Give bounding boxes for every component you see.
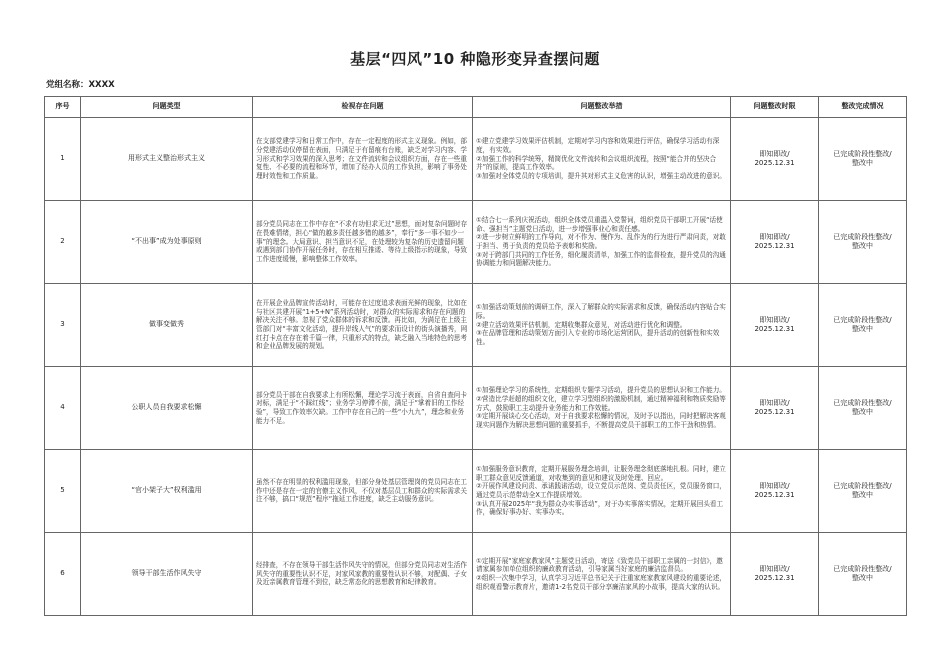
header-measures: 问题整改举措 — [473, 97, 731, 118]
table-row — [45, 367, 907, 450]
row-measures — [473, 450, 731, 533]
deadline-line: 2025.12.31 — [754, 159, 795, 167]
row-problem: 虽然不存在明显的权利滥用现象，但部分身处基层管理岗的党员同志在工作中还是存在一定的官僚主义作风，不仅对基层员工和群众的实际需求关注不够，搞口“规范”程序“拖延工作进度，缺乏主动服务意识。 — [253, 450, 473, 533]
measure-item: ①结合七一系列庆祝活动，组织全体党员重温入党誓词，组织党员干部职工开展“话使命、强担当”主题党日活动，进一步增强事业心和责任感。 — [476, 215, 723, 233]
row-measures — [473, 201, 731, 284]
row-measures — [473, 367, 731, 450]
table-row — [45, 118, 907, 201]
row-deadline — [731, 450, 819, 533]
measure-item: ②开展作风建设问责、承诺践诺活动，设立党员示范岗、党员责任区，党员服务窗口，通过党员示范带动全X工作提质增效。 — [476, 482, 726, 499]
row-status — [819, 450, 907, 533]
deadline-line: 即知即改/ — [759, 398, 790, 407]
measure-item: ①加强活动策划前的调研工作，深入了解群众的实际需求和反馈，确保活动内容贴合实际。 — [476, 303, 726, 320]
status-line: 已完成阶段性整改/ — [833, 398, 892, 407]
measure-item: ①加强服务意识教育，定期开展服务理念培训，让服务理念彻底落地扎根。同时，建立职工群众意见反馈通道，对收集到的意见和建议及时处理、回应。 — [476, 464, 726, 482]
deadline-line: 2025.12.31 — [754, 491, 795, 499]
row-type: 领导干部生活作风失守 — [81, 533, 253, 616]
status-line: 整改中 — [852, 408, 873, 416]
deadline-line: 2025.12.31 — [754, 574, 795, 582]
deadline-line: 即知即改/ — [759, 149, 790, 158]
header-problem: 检视存在问题 — [253, 97, 473, 118]
row-status — [819, 118, 907, 201]
row-type: 公职人员自我要求松懈 — [81, 367, 253, 450]
status-line: 已完成阶段性整改/ — [833, 315, 892, 324]
deadline-line: 即知即改/ — [759, 481, 790, 490]
measure-item: ②组织一次集中学习，认真学习习近平总书记关于注重家庭家教家风建设的重要论述，组织观看警示教育片，邀请1-2名党员干部分享廉洁家风的小故事，提高大家的认识。 — [476, 574, 726, 591]
header-deadline: 问题整改时限 — [731, 97, 819, 118]
measure-item: ②加强工作的科学统筹，精简优化文件流转和会议组织流程，按照“能合并的坚决合并”的原则，提高工作效率。 — [476, 154, 717, 172]
row-problem: 经排查，不存在领导干部生活作风失守的情况，但部分党员同志对生活作风失守的重要性认识不足，对家风家教的重要性认识不够，对配偶、子女及近亲属教育管理不到位，缺乏常态化的思想教育和纪律教育。 — [253, 533, 473, 616]
row-no: 5 — [45, 450, 81, 533]
table-row — [45, 533, 907, 616]
status-line: 已完成阶段性整改/ — [833, 232, 892, 241]
row-no: 2 — [45, 201, 81, 284]
status-line: 已完成阶段性整改/ — [833, 149, 892, 158]
row-measures — [473, 284, 731, 367]
row-no: 1 — [45, 118, 81, 201]
row-deadline — [731, 118, 819, 201]
measure-item: ③在品牌管理和活动策划方面引入专业的市场化运营团队，提升活动的创新性和实效性。 — [476, 329, 720, 347]
table-row — [45, 450, 907, 533]
row-problem: 部分党员干部在自我要求上有所松懈，理论学习流于表面，自省自查问卡对标，满足于“不踩红线”；业务学习停滞不前，满足于“掌着旧的工作经验”，导致工作效率欠缺。工作中存在自己的一些“小九九”，理念和业务能力不足。 — [253, 367, 473, 450]
page-title: 基层“四风”10 种隐形变异查摆问题 — [350, 50, 600, 68]
measure-item: ②建立活动效果评估机制，定期收集群众意见，对活动进行优化和调整。 — [476, 320, 687, 329]
measure-item: ②营造比学赶超的组织文化，建立学习型组织的激励机制，通过精神福利和物质奖励等方式，鼓励职工主动提升业务能力和工作效能。 — [476, 394, 726, 412]
problem-table — [44, 96, 907, 616]
header-type: 问题类型 — [81, 97, 253, 118]
deadline-line: 2025.12.31 — [754, 408, 795, 416]
status-line: 整改中 — [852, 159, 873, 167]
deadline-line: 2025.12.31 — [754, 325, 795, 333]
row-deadline — [731, 533, 819, 616]
measure-item: ①定期开展“家庭家教家风”主题党日活动，寄送《致党员干部职工亲属的一封信》，邀请家属参加单位组织的廉政教育活动，引导家属当好家庭的廉洁监督员。 — [476, 556, 723, 574]
row-type: “官小架子大”权利滥用 — [81, 450, 253, 533]
row-no: 3 — [45, 284, 81, 367]
table-row — [45, 201, 907, 284]
measure-item: ③加强对全体党员的专项培训，提升其对形式主义危害的认识，增强主动改进的意识。 — [476, 172, 726, 181]
header-status: 整改完成情况 — [819, 97, 907, 118]
row-problem: 在支部党建学习和日常工作中，存在一定程度的形式主义现象。例如，部分党建活动仅停留在表面，只满足于有留痕有台账，缺乏对学习内容、学习形式和学习效果的深入思考；在文件流转和会议组织方面，存在一些重复性、不必要的流程和环节，增加了经办人员的工作负担，影响了事务处理时效性和工作质量。 — [253, 118, 473, 201]
row-deadline — [731, 367, 819, 450]
measure-item: ①加强理论学习的系统性，定期组织专题学习活动，提升党员的思想认识和工作能力。 — [476, 386, 726, 395]
deadline-line: 2025.12.31 — [754, 242, 795, 250]
status-line: 整改中 — [852, 242, 873, 250]
measure-item: ①建立党建学习效果评估机制，定期对学习内容和效果进行评估，确保学习活动有深度，有实效。 — [476, 137, 720, 154]
status-line: 已完成阶段性整改/ — [833, 481, 892, 490]
row-problem: 在开展企业品牌宣传活动时，可能存在过度追求表面光鲜的现象，比如在与社区共建开展“1+5+N”系列活动时，对群众的实际需求和存在问题的解决关注不够。忽视了党众群体的诉求和反馈。再比如，为满足在上级主管部门对“丰富文化活动，提升岸线人气”的要求而设计的街头演播秀，网红打卡点在存在着千篇一律，只重形式的特点，缺乏融入当地特色的思考和企业品牌发展的规划。 — [253, 284, 473, 367]
deadline-line: 即知即改/ — [759, 315, 790, 324]
row-type: “不出事”成为处事原则 — [81, 201, 253, 284]
status-line: 整改中 — [852, 491, 873, 499]
row-status — [819, 367, 907, 450]
status-line: 整改中 — [852, 574, 873, 582]
table-header-row — [45, 97, 907, 118]
row-status — [819, 201, 907, 284]
row-type: 用形式主义整治形式主义 — [81, 118, 253, 201]
row-no: 4 — [45, 367, 81, 450]
row-measures — [473, 533, 731, 616]
status-line: 已完成阶段性整改/ — [833, 564, 892, 573]
header-no: 序号 — [45, 97, 81, 118]
measure-item: ③对于跨部门共同的工作任务，细化履责清单，加强工作的监督检查，提升党员的沟通协调能力和问题解决能力。 — [476, 250, 726, 268]
deadline-line: 即知即改/ — [759, 564, 790, 573]
measure-item: ②进一步树立鲜明的工作导向，对不作为、慢作为、乱作为的行为进行严肃问责，对敢于担当、勇于负责的党员给予表彰和奖励。 — [476, 233, 726, 250]
row-status — [819, 533, 907, 616]
row-no: 6 — [45, 533, 81, 616]
status-line: 整改中 — [852, 325, 873, 333]
measure-item: ③认真开展2025年“我为群众办实事活动”，对于办实事落实情况，定期开展回头看工作，确保好事办好、实事办实。 — [476, 499, 724, 517]
row-type: 做事变做秀 — [81, 284, 253, 367]
row-deadline — [731, 284, 819, 367]
table-row — [45, 284, 907, 367]
row-measures — [473, 118, 731, 201]
measure-item: ③定期开展谈心交心活动，对于自我要求松懈的情况，及时予以指出，同时把解决客观现实问题作为解决思想问题的重要抓手，不断提高党员干部职工的工作干劲和热情。 — [476, 412, 726, 430]
deadline-line: 即知即改/ — [759, 232, 790, 241]
row-deadline — [731, 201, 819, 284]
row-status — [819, 284, 907, 367]
row-problem: 部分党员同志在工作中存在“不求有功但求无过”思想，面对复杂问题时存在畏难情绪，担心“做的越多责任越多错的越多”，奉行“多一事不如少一事”的理念。大局意识、担当意识不足，在处理较为复杂的历史遗留问题或遇到部门协作开展任务时，存在相互推诿、等待上级指示的现象，导致工作进度缓慢，影响整体工作效率。 — [253, 201, 473, 284]
org-name: 党组名称：XXXX — [46, 80, 115, 90]
